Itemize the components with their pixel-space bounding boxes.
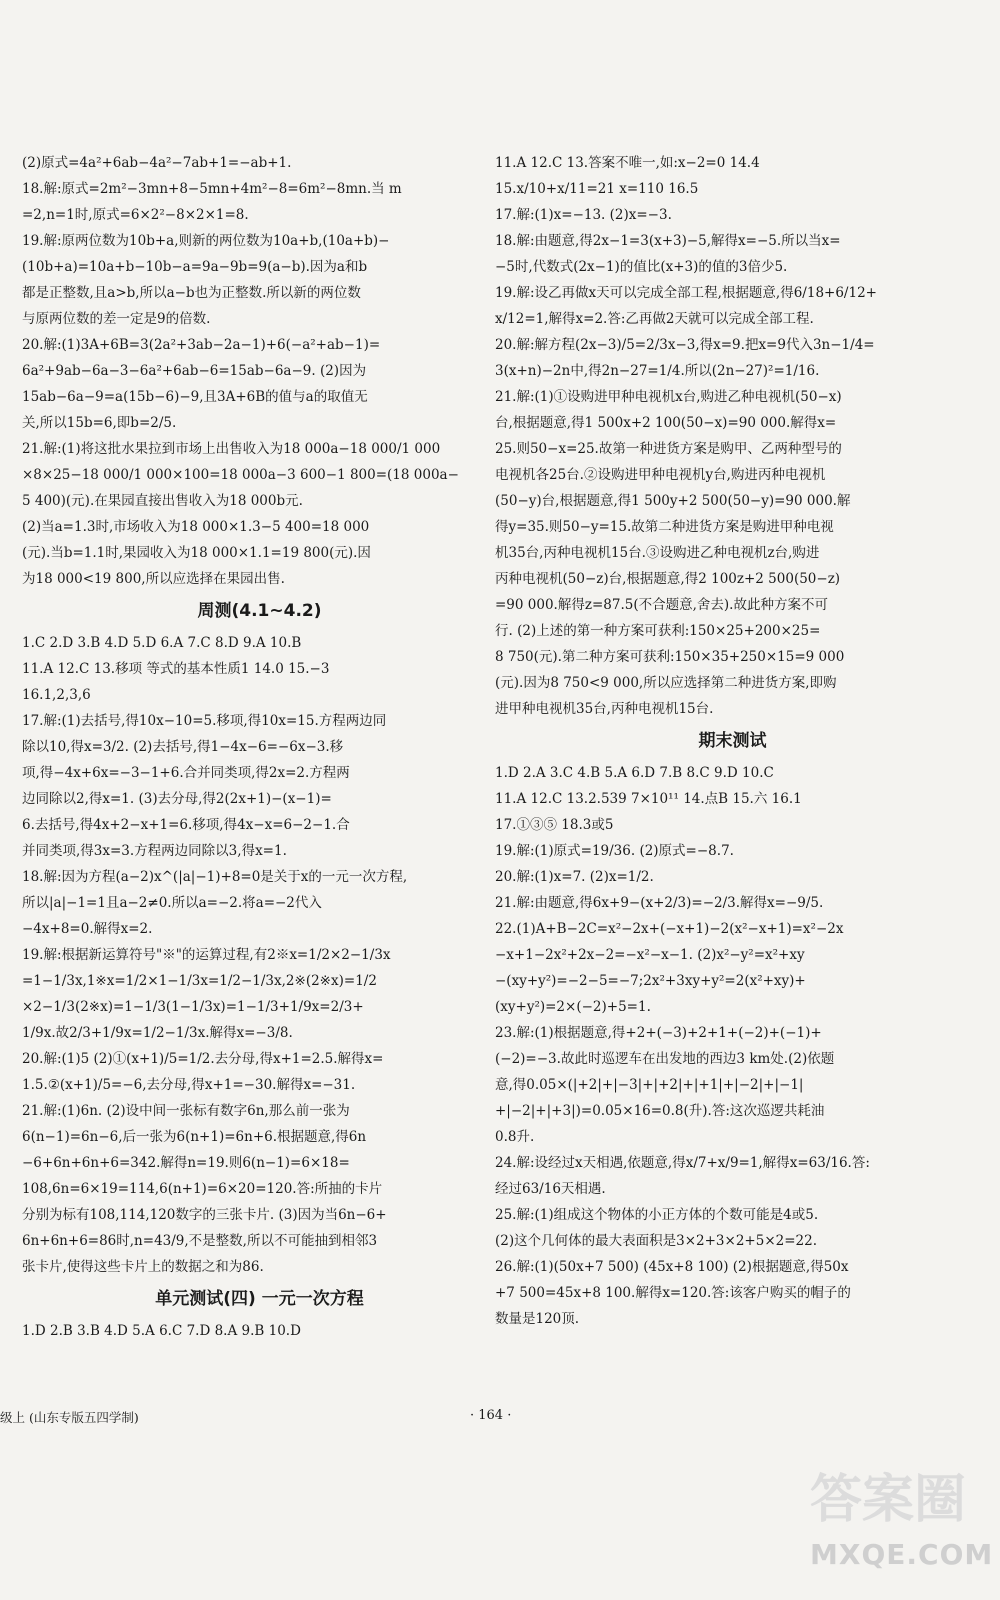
answer-line: x/12=1,解得x=2.答:乙再做2天就可以完成全部工程. xyxy=(495,311,814,327)
page-number: · 164 · xyxy=(470,1408,512,1423)
answer-line: 1.C 2.D 3.B 4.D 5.D 6.A 7.C 8.D 9.A 10.B xyxy=(22,635,302,651)
right-column xyxy=(495,150,970,1332)
footer-book-title: 级上 (山东专版五四学制) xyxy=(0,1410,139,1425)
answer-line: 1/9x.故2/3+1/9x=1/2−1/3x.解得x=−3/8. xyxy=(22,1025,293,1041)
answer-line: 与原两位数的差一定是9的倍数. xyxy=(22,311,211,327)
answer-line: (2)原式=4a²+6ab−4a²−7ab+1=−ab+1. xyxy=(22,155,292,171)
answer-line: 得y=35.则50−y=15.故第二种进货方案是购进甲种电视 xyxy=(495,519,834,535)
answer-line: 1.5.②(x+1)/5=−6,去分母,得x+1=−30.解得x=−31. xyxy=(22,1077,356,1093)
answer-line: (−2)=−3.故此时巡逻车在出发地的西边3 km处.(2)依题 xyxy=(495,1051,835,1067)
answer-line: 8 750(元).第二种方案可获利:150×35+250×15=9 000 xyxy=(495,649,845,665)
answer-line: 20.解:(1)3A+6B=3(2a²+3ab−2a−1)+6(−a²+ab−1)= xyxy=(22,337,381,353)
answer-line: (2)当a=1.3时,市场收入为18 000×1.3−5 400=18 000 xyxy=(22,519,370,535)
answer-line: 为18 000<19 800,所以应选择在果园出售. xyxy=(22,571,285,587)
answer-line: 21.解:(1)①设购进甲种电视机x台,购进乙种电视机(50−x) xyxy=(495,389,842,405)
answer-line: 19.解:根据新运算符号"※"的运算过程,有2※x=1/2×2−1/3x xyxy=(22,947,391,963)
answer-line: 边同除以2,得x=1. (3)去分母,得2(2x+1)−(x−1)= xyxy=(22,791,332,807)
section-heading: 单元测试(四) 一元一次方程 xyxy=(155,1289,364,1309)
answer-line: 20.解:解方程(2x−3)/5=2/3x−3,得x=9.把x=9代入3n−1/4= xyxy=(495,337,875,353)
left-column xyxy=(22,150,497,1344)
answer-line: 15ab−6a−9=a(15b−6)−9,且3A+6B的值与a的取值无 xyxy=(22,389,368,405)
answer-line: 11.A 12.C 13.答案不唯一,如:x−2=0 14.4 xyxy=(495,155,760,171)
answer-line: 0.8升. xyxy=(495,1129,535,1145)
answer-line: 25.则50−x=25.故第一种进货方案是购甲、乙两种型号的 xyxy=(495,441,842,457)
answer-line: 16.1,2,3,6 xyxy=(22,687,91,703)
answer-line: ×2−1/3(2※x)=1−1/3(1−1/3x)=1−1/3+1/9x=2/3+ xyxy=(22,999,364,1015)
answer-line: (元).当b=1.1时,果园收入为18 000×1.1=19 800(元).因 xyxy=(22,545,371,561)
answer-line: 台,根据题意,得1 500x+2 100(50−x)=90 000.解得x= xyxy=(495,415,837,431)
answer-line: 19.解:原两位数为10b+a,则新的两位数为10a+b,(10a+b)− xyxy=(22,233,390,249)
answer-line: 22.(1)A+B−2C=x²−2x+(−x+1)−2(x²−x+1)=x²−2x xyxy=(495,921,844,937)
answer-line: 关,所以15b=6,即b=2/5. xyxy=(22,415,177,431)
section-heading: 期末测试 xyxy=(698,731,767,751)
answer-line: 数量是120顶. xyxy=(495,1311,580,1327)
answer-line: 23.解:(1)根据题意,得+2+(−3)+2+1+(−2)+(−1)+ xyxy=(495,1025,822,1041)
answer-line: 15.x/10+x/11=21 x=110 16.5 xyxy=(495,181,699,197)
answer-line: (xy+y²)=2×(−2)+5=1. xyxy=(495,999,651,1015)
answer-line: =1−1/3x,1※x=1/2×1−1/3x=1/2−1/3x,2※(2※x)=1/2 xyxy=(22,973,377,989)
answer-line: 所以|a|−1=1且a−2≠0.所以a=−2.将a=−2代入 xyxy=(22,895,322,911)
answer-line: +|−2|+|+3|)=0.05×16=0.8(升).答:这次巡逻共耗油 xyxy=(495,1103,825,1119)
answer-line: 26.解:(1)(50x+7 500) (45x+8 100) (2)根据题意,得50x xyxy=(495,1259,849,1275)
watermark-site: MXQE.COM xyxy=(810,1538,994,1571)
answer-line: −4x+8=0.解得x=2. xyxy=(22,921,153,937)
answer-line: 经过63/16天相遇. xyxy=(495,1181,606,1197)
answer-line: 11.A 12.C 13.移项 等式的基本性质1 14.0 15.−3 xyxy=(22,661,330,677)
answer-line: =90 000.解得z=87.5(不合题意,舍去).故此种方案不可 xyxy=(495,597,828,613)
answer-line: −(xy+y²)=−2−5=−7;2x²+3xy+y²=2(x²+xy)+ xyxy=(495,973,806,989)
answer-line: 分别为标有108,114,120数字的三张卡片. (3)因为当6n−6+ xyxy=(22,1207,387,1223)
answer-line: 都是正整数,且a>b,所以a−b也为正整数.所以新的两位数 xyxy=(22,285,361,301)
answer-line: 19.解:设乙再做x天可以完成全部工程,根据题意,得6/18+6/12+ xyxy=(495,285,877,301)
answer-line: =2,n=1时,原式=6×2²−8×2×1=8. xyxy=(22,207,249,223)
answer-line: 5 400)(元).在果园直接出售收入为18 000b元. xyxy=(22,493,303,509)
answer-line: 24.解:设经过x天相遇,依题意,得x/7+x/9=1,解得x=63/16.答: xyxy=(495,1155,870,1171)
answer-line: 17.解:(1)去括号,得10x−10=5.移项,得10x=15.方程两边同 xyxy=(22,713,387,729)
answer-line: 张卡片,使得这些卡片上的数据之和为86. xyxy=(22,1259,264,1275)
answer-line: ×8×25−18 000/1 000×100=18 000a−3 600−1 800=(18 000a− xyxy=(22,467,459,483)
answer-line: 17.①③⑤ 18.3或5 xyxy=(495,817,614,833)
answer-line: 21.解:(1)将这批水果拉到市场上出售收入为18 000a−18 000/1 000 xyxy=(22,441,441,457)
answer-line: 25.解:(1)组成这个物体的小正方体的个数可能是4或5. xyxy=(495,1207,819,1223)
answer-line: (元).因为8 750<9 000,所以应选择第二种进货方案,即购 xyxy=(495,675,837,691)
answer-line: (10b+a)=10a+b−10b−a=9a−9b=9(a−b).因为a和b xyxy=(22,259,368,275)
answer-line: 17.解:(1)x=−13. (2)x=−3. xyxy=(495,207,672,223)
answer-line: 项,得−4x+6x=−3−1+6.合并同类项,得2x=2.方程两 xyxy=(22,765,350,781)
answer-line: 18.解:因为方程(a−2)x^(|a|−1)+8=0是关于x的一元一次方程, xyxy=(22,869,408,885)
answer-line: 电视机各25台.②设购进甲种电视机y台,购进丙种电视机 xyxy=(495,467,826,483)
answer-line: +7 500=45x+8 100.解得x=120.答:该客户购买的帽子的 xyxy=(495,1285,851,1301)
answer-line: 6a²+9ab−6a−3−6a²+6ab−6=15ab−6a−9. (2)因为 xyxy=(22,363,367,379)
answer-line: 20.解:(1)5 (2)①(x+1)/5=1/2.去分母,得x+1=2.5.解得x= xyxy=(22,1051,384,1067)
answer-line: (50−y)台,根据题意,得1 500y+2 500(50−y)=90 000.解 xyxy=(495,493,851,509)
answer-line: −x+1−2x²+2x−2=−x²−x−1. (2)x²−y²=x²+xy xyxy=(495,947,805,963)
answer-line: 6(n−1)=6n−6,后一张为6(n+1)=6n+6.根据题意,得6n xyxy=(22,1129,367,1145)
answer-line: 21.解:(1)6n. (2)设中间一张标有数字6n,那么前一张为 xyxy=(22,1103,350,1119)
answer-line: 机35台,丙种电视机15台.③设购进乙种电视机z台,购进 xyxy=(495,545,820,561)
answer-line: 并同类项,得3x=3.方程两边同除以3,得x=1. xyxy=(22,843,287,859)
watermark xyxy=(810,1465,995,1585)
section-heading: 周测(4.1~4.2) xyxy=(197,601,322,621)
answer-line: 20.解:(1)x=7. (2)x=1/2. xyxy=(495,869,654,885)
answer-line: 6n+6n+6=86时,n=43/9,不是整数,所以不可能抽到相邻3 xyxy=(22,1233,378,1249)
answer-line: 1.D 2.A 3.C 4.B 5.A 6.D 7.B 8.C 9.D 10.C xyxy=(495,765,774,781)
answer-line: 6.去括号,得4x+2−x+1=6.移项,得4x−x=6−2−1.合 xyxy=(22,817,350,833)
answer-line: 进甲种电视机35台,丙种电视机15台. xyxy=(495,701,714,717)
answer-line: 丙种电视机(50−z)台,根据题意,得2 100z+2 500(50−z) xyxy=(495,571,841,587)
answer-line: (2)这个几何体的最大表面积是3×2+3×2+5×2=22. xyxy=(495,1233,817,1249)
watermark-logo: 答案圈 xyxy=(810,1470,967,1530)
answer-line: 11.A 12.C 13.2.539 7×10¹¹ 14.点B 15.六 16.1 xyxy=(495,791,802,807)
answer-line: 3(x+n)−2n中,得2n−27=1/4.所以(2n−27)²=1/16. xyxy=(495,363,820,379)
answer-line: 行. (2)上述的第一种方案可获利:150×25+200×25= xyxy=(495,623,821,639)
answer-line: 除以10,得x=3/2. (2)去括号,得1−4x−6=−6x−3.移 xyxy=(22,739,344,755)
answer-line: −6+6n+6n+6=342.解得n=19.则6(n−1)=6×18= xyxy=(22,1155,350,1171)
answer-line: 108,6n=6×19=114,6(n+1)=6×20=120.答:所抽的卡片 xyxy=(22,1181,383,1197)
answer-line: −5时,代数式(2x−1)的值比(x+3)的值的3倍少5. xyxy=(495,259,788,275)
answer-line: 21.解:由题意,得6x+9−(x+2/3)=−2/3.解得x=−9/5. xyxy=(495,895,824,911)
answer-line: 19.解:(1)原式=19/36. (2)原式=−8.7. xyxy=(495,843,734,859)
answer-line: 1.D 2.B 3.B 4.D 5.A 6.C 7.D 8.A 9.B 10.D xyxy=(22,1323,301,1339)
answer-line: 18.解:原式=2m²−3mn+8−5mn+4m²−8=6m²−8mn.当 m xyxy=(22,181,402,197)
answer-line: 18.解:由题意,得2x−1=3(x+3)−5,解得x=−5.所以当x= xyxy=(495,233,841,249)
answer-line: 意,得0.05×(|+2|+|−3|+|+2|+|+1|+|−2|+|−1| xyxy=(495,1077,804,1093)
